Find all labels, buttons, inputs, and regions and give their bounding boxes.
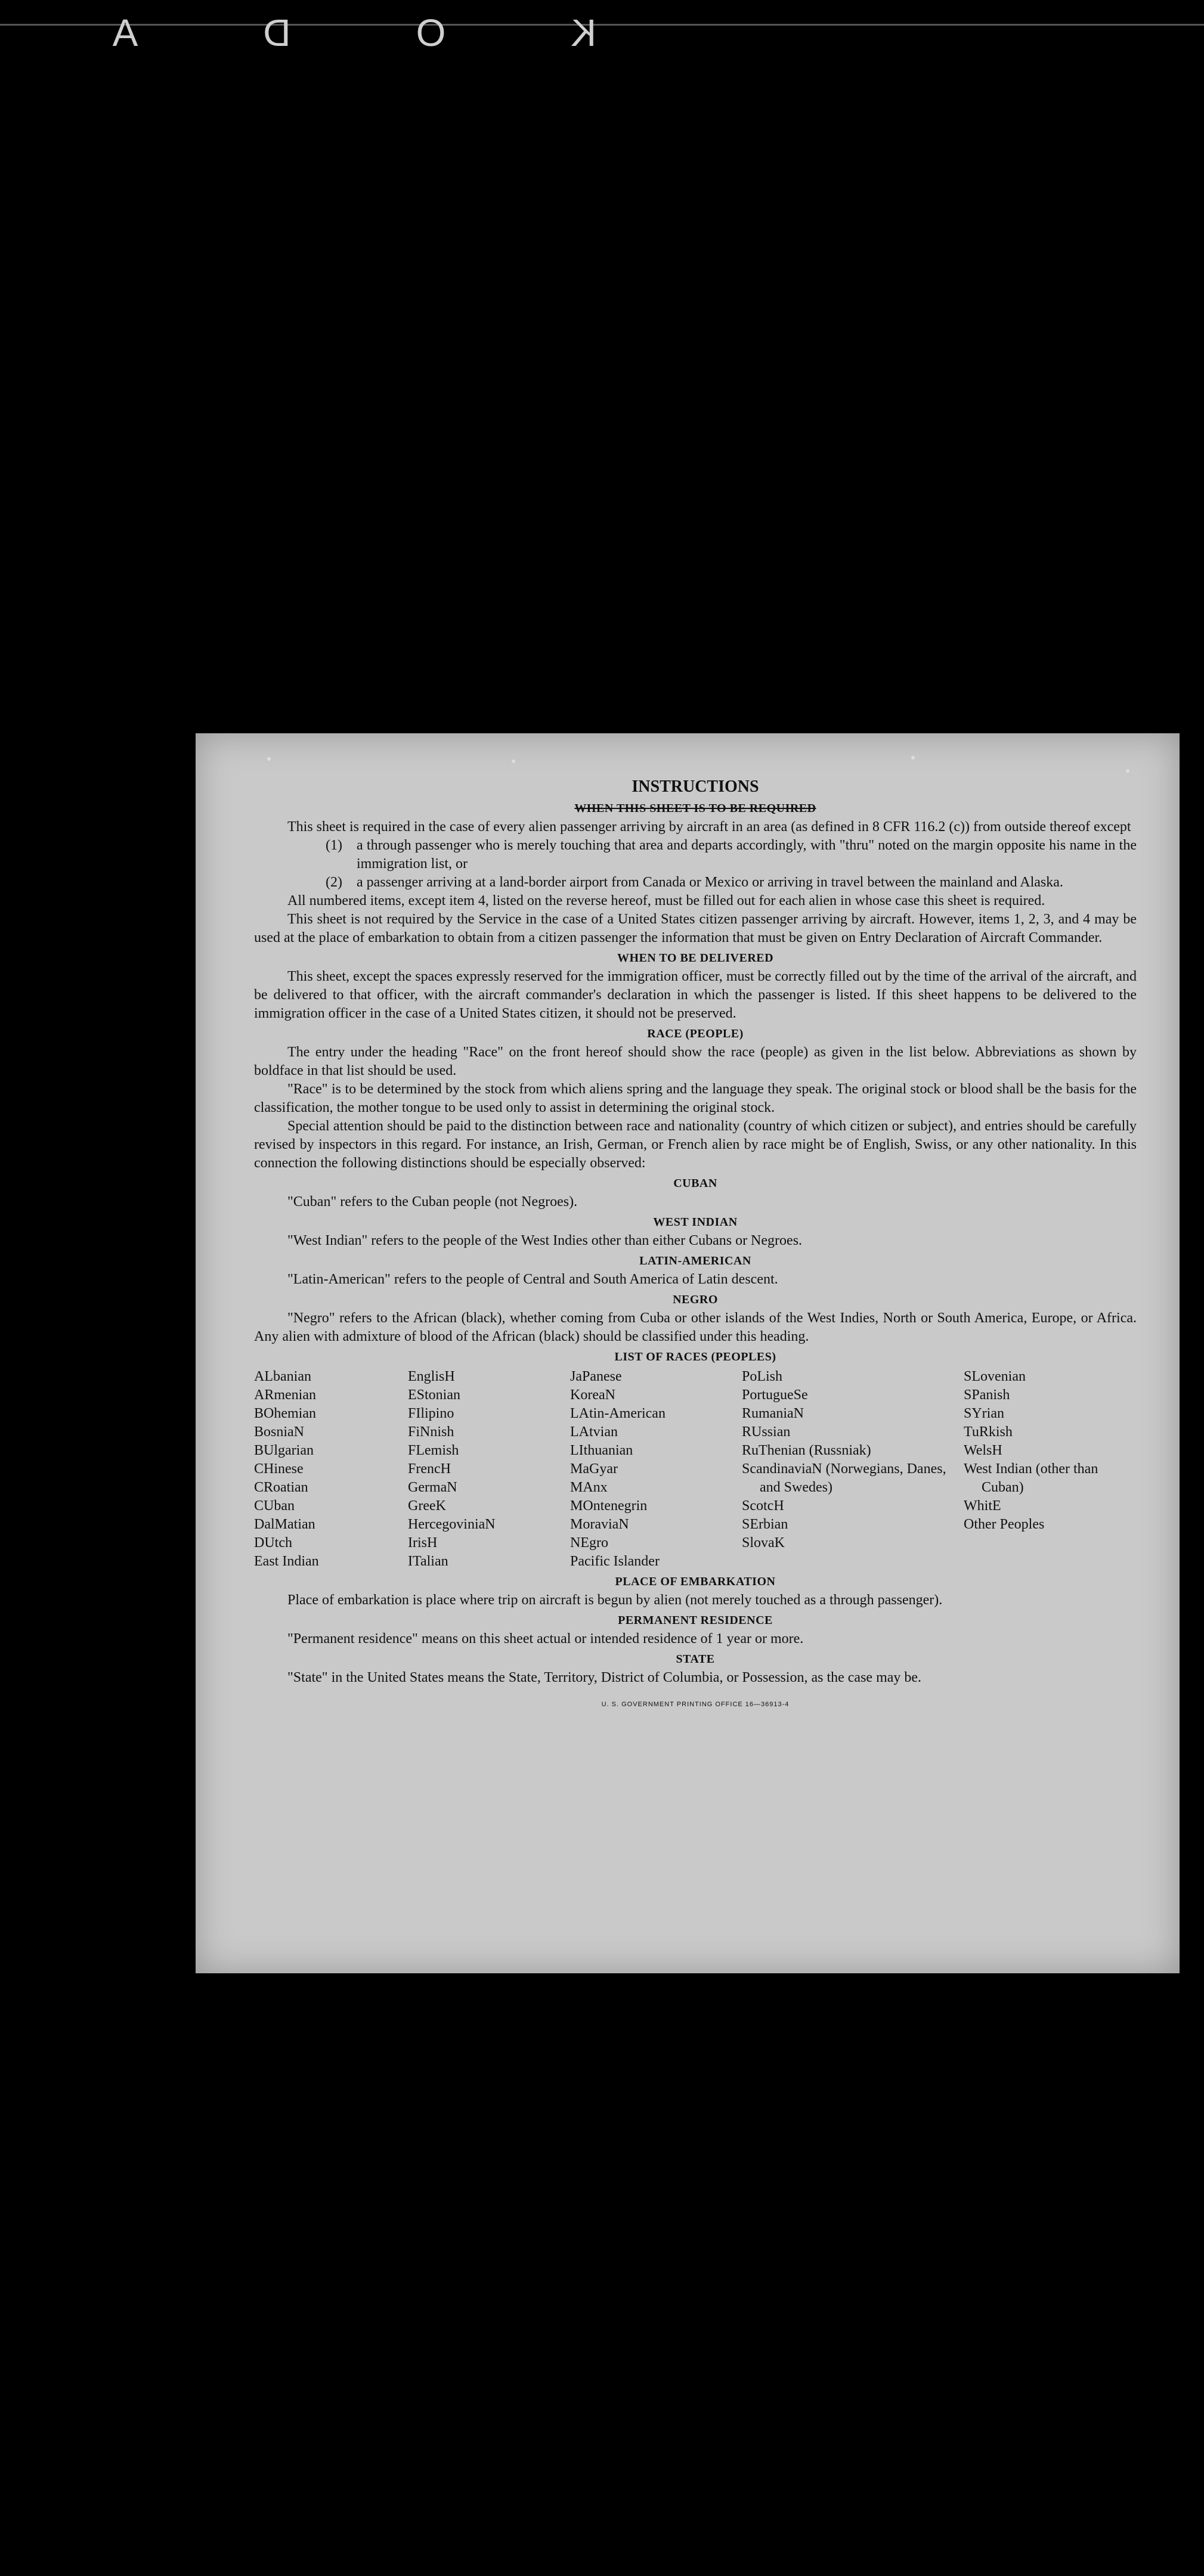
race-entry: CHinese	[254, 1461, 304, 1477]
race-entry: FiNnish	[408, 1424, 454, 1440]
when-delivered-text: This sheet, except the spaces expressly reserved for the immigration officer, must be correctly filled out by the time of the arrival of the aircraft, and be delivered to that officer, with the aircraft commander's declaration in which the passenger is listed. If this sheet happens to be delivered to the immigration officer in the case of a United States citizen, it should not be preserved.	[254, 969, 1137, 1021]
exception-item	[254, 873, 1137, 892]
west-indian-heading: WEST INDIAN	[653, 1216, 738, 1229]
when-required-heading: WHEN THIS SHEET IS TO BE REQUIRED	[574, 802, 816, 815]
latin-american-text: "Latin-American" refers to the people of Central and South America of Latin descent.	[287, 1272, 778, 1287]
race-entry: MOntenegrin	[570, 1498, 648, 1514]
race-entry: KoreaN	[570, 1387, 615, 1403]
race-entry: ITalian	[408, 1554, 448, 1569]
races-column	[254, 1368, 408, 1571]
race-entry: SLovenian	[964, 1369, 1026, 1384]
numbered-items-note: All numbered items, except item 4, listed on the reverse hereof, must be filled out for each alien in whose case this sheet is required.	[287, 893, 1045, 909]
race-entry: DalMatian	[254, 1517, 315, 1532]
film-letter: O	[416, 11, 446, 54]
permanent-residence-heading: PERMANENT RESIDENCE	[618, 1614, 773, 1627]
exception-number: (1)	[326, 838, 342, 853]
race-entry: East Indian	[254, 1554, 319, 1569]
race-entry: RumaniaN	[742, 1406, 804, 1421]
race-heading: RACE (PEOPLE)	[647, 1027, 744, 1040]
race-entry: BUlgarian	[254, 1443, 314, 1458]
exception-text: a passenger arriving at a land-border airport from Canada or Mexico or arriving in travel between the mainland and Alaska.	[357, 875, 1063, 890]
race-paragraph: "Race" is to be determined by the stock from which aliens spring and the language they speak. The original stock or blood shall be the basis for the classification, the mother tongue to be used only to assist in determining the original stock.	[254, 1081, 1137, 1115]
race-entry: WelsH	[964, 1443, 1002, 1458]
race-entry: EStonian	[408, 1387, 460, 1403]
printer-line: U. S. GOVERNMENT PRINTING OFFICE 16—36913-4	[601, 1701, 790, 1708]
race-entry: TuRkish	[964, 1424, 1013, 1440]
races-table	[254, 1368, 1137, 1571]
race-entry: West Indian (other than Cuban)	[964, 1461, 1098, 1495]
race-entry: DUtch	[254, 1535, 292, 1551]
race-entry: LAtin-American	[570, 1406, 666, 1421]
race-entry: RUssian	[742, 1424, 791, 1440]
film-letter: D	[263, 11, 291, 54]
negro-text: "Negro" refers to the African (black), whether coming from Cuba or other islands of the West Indies, North or South America, Europe, or Africa. Any alien with admixture of blood of the African (black) should be classified under this heading.	[254, 1310, 1137, 1344]
cuban-text: "Cuban" refers to the Cuban people (not Negroes).	[287, 1194, 578, 1210]
when-required-intro: This sheet is required in the case of every alien passenger arriving by aircraft in an area (as defined in 8 CFR 116.2 (c)) from outside thereof except	[287, 819, 1131, 835]
exception-number: (2)	[326, 875, 342, 890]
race-entry: LAtvian	[570, 1424, 618, 1440]
race-paragraph: Special attention should be paid to the distinction between race and nationality (country of which citizen or subject), and entries should be carefully revised by inspectors in this regard. For instance, an Irish, German, or French alien by race might be of English, Swiss, or any other nationality. In this connection the following distinctions should be especially observed:	[254, 1118, 1137, 1171]
cuban-heading: CUBAN	[673, 1177, 717, 1190]
instructions-title: INSTRUCTIONS	[632, 777, 759, 796]
races-column	[964, 1368, 1137, 1571]
race-entry: GermaN	[408, 1480, 457, 1495]
race-entry: Other Peoples	[964, 1517, 1045, 1532]
when-delivered-heading: WHEN TO BE DELIVERED	[617, 951, 774, 965]
scan-speck	[911, 756, 915, 760]
exception-text: a through passenger who is merely touching that area and departs accordingly, with "thru" noted on the margin opposite his name in the immigration list, or	[357, 838, 1137, 872]
race-entry: PoLish	[742, 1369, 783, 1384]
race-entry: IrisH	[408, 1535, 438, 1551]
film-letter: A	[112, 11, 138, 54]
race-paragraph: The entry under the heading "Race" on the front hereof should show the race (people) as given in the list below. Abbreviations as shown by boldface in that list should be used.	[254, 1044, 1137, 1078]
list-of-races-heading: LIST OF RACES (PEOPLES)	[614, 1350, 776, 1363]
state-text: "State" in the United States means the State, Territory, District of Columbia, or Possession, as the case may be.	[287, 1670, 922, 1685]
state-heading: STATE	[676, 1653, 715, 1666]
race-entry: JaPanese	[570, 1369, 622, 1384]
race-entry: LIthuanian	[570, 1443, 633, 1458]
instructions-body	[254, 776, 1137, 1714]
race-entry: CUban	[254, 1498, 295, 1514]
scan-speck	[512, 760, 515, 763]
citizen-note: This sheet is not required by the Service in the case of a United States citizen passenger arriving by aircraft. However, items 1, 2, 3, and 4 may be used at the place of embarkation to obtain from a citizen passenger the information that must be given on Entry Declaration of Aircraft Commander.	[254, 912, 1137, 946]
race-entry: NEgro	[570, 1535, 608, 1551]
race-entry: PortugueSe	[742, 1387, 808, 1403]
race-entry: MaGyar	[570, 1461, 618, 1477]
race-entry: FLemish	[408, 1443, 459, 1458]
race-entry: MoraviaN	[570, 1517, 629, 1532]
races-column	[408, 1368, 570, 1571]
race-entry: HercegoviniaN	[408, 1517, 496, 1532]
race-entry: ARmenian	[254, 1387, 316, 1403]
race-entry: ScandinaviaN (Norwegians, Danes, and Swedes)	[742, 1461, 946, 1495]
race-entry: WhitE	[964, 1498, 1001, 1514]
film-edge-label	[0, 11, 596, 58]
races-column	[570, 1368, 742, 1571]
film-letter: K	[571, 11, 596, 54]
race-entry: GreeK	[408, 1498, 446, 1514]
scan-speck	[1126, 769, 1129, 773]
latin-american-heading: LATIN-AMERICAN	[639, 1254, 751, 1267]
race-entry: EnglisH	[408, 1369, 455, 1384]
negro-heading: NEGRO	[673, 1293, 718, 1306]
races-column	[742, 1368, 964, 1571]
race-entry: FrencH	[408, 1461, 451, 1477]
race-entry: MAnx	[570, 1480, 608, 1495]
race-entry: ScotcH	[742, 1498, 784, 1514]
race-entry: SYrian	[964, 1406, 1004, 1421]
race-entry: Pacific Islander	[570, 1554, 660, 1569]
race-entry: BosniaN	[254, 1424, 304, 1440]
exception-item	[254, 836, 1137, 873]
race-entry: BOhemian	[254, 1406, 316, 1421]
race-entry: SlovaK	[742, 1535, 785, 1551]
embarkation-heading: PLACE OF EMBARKATION	[615, 1575, 776, 1588]
document-page	[196, 733, 1180, 1973]
permanent-residence-text: "Permanent residence" means on this sheet actual or intended residence of 1 year or more.	[287, 1631, 804, 1647]
race-entry: SPanish	[964, 1387, 1010, 1403]
scan-speck	[267, 757, 271, 761]
west-indian-text: "West Indian" refers to the people of the West Indies other than either Cubans or Negroes.	[287, 1233, 803, 1248]
embarkation-text: Place of embarkation is place where trip on aircraft is begun by alien (not merely touched as a through passenger).	[287, 1592, 943, 1608]
race-entry: FIlipino	[408, 1406, 454, 1421]
race-entry: RuThenian (Russniak)	[742, 1443, 871, 1458]
race-entry: CRoatian	[254, 1480, 308, 1495]
race-entry: SErbian	[742, 1517, 788, 1532]
race-entry: ALbanian	[254, 1369, 311, 1384]
